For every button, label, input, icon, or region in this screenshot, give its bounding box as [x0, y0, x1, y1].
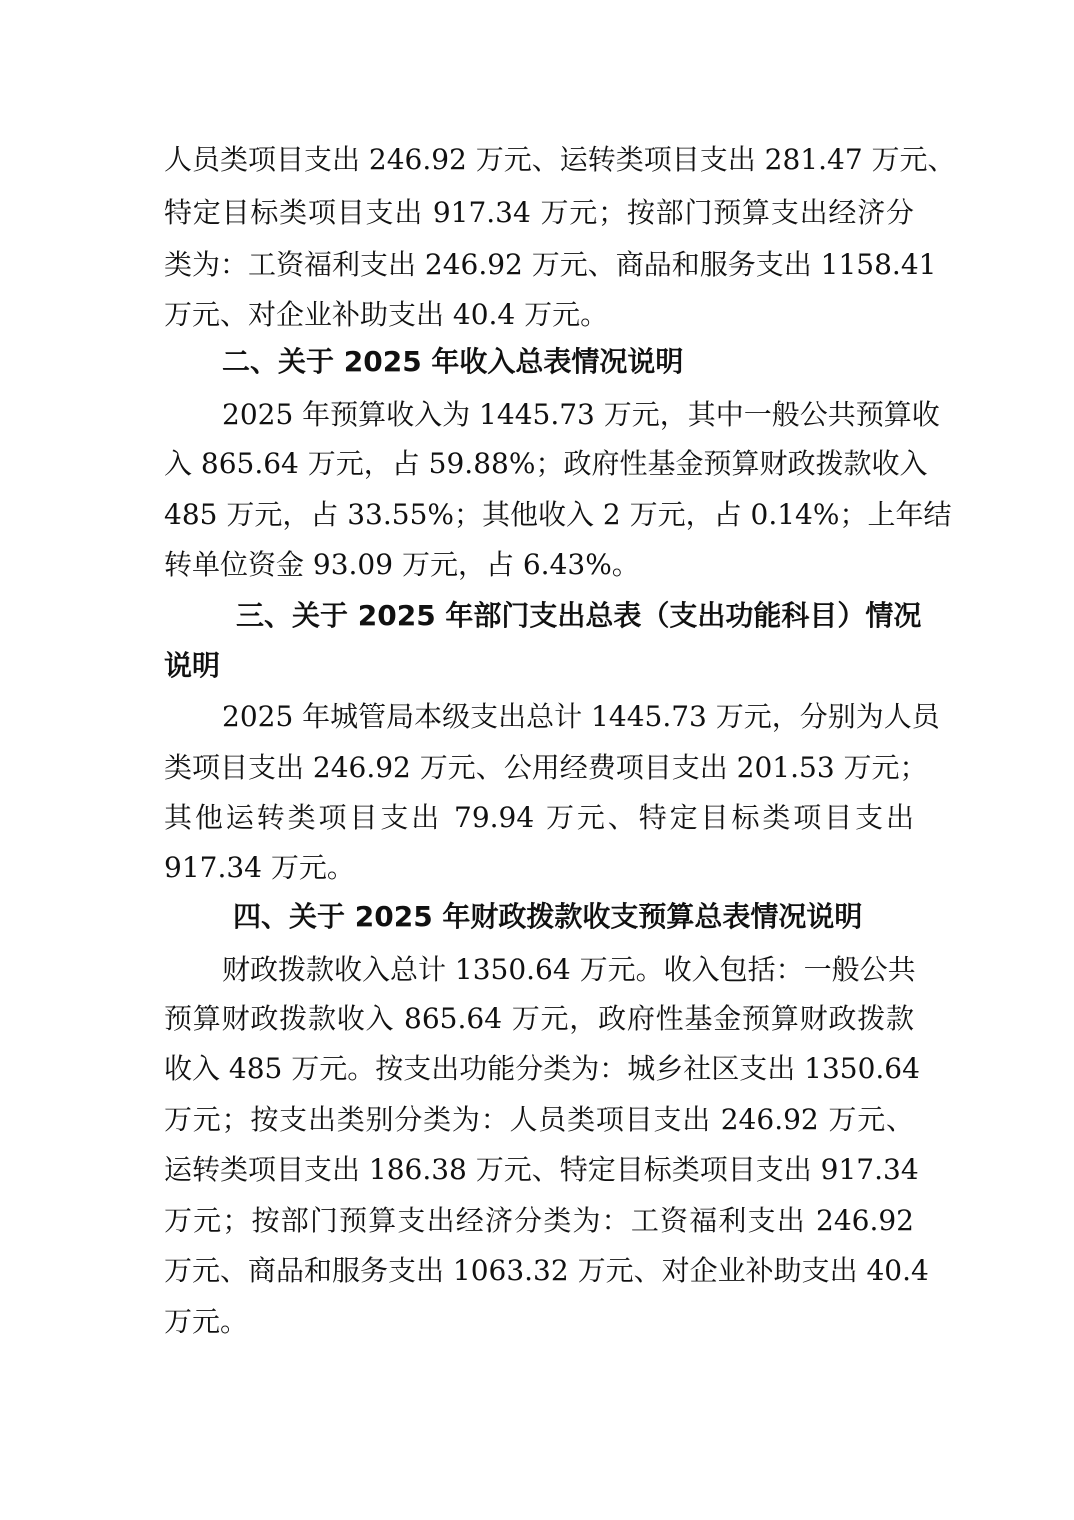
paragraph-line: 人员类项目支出 246.92 万元、运转类项目支出 281.47 万元、 — [164, 143, 956, 176]
paragraph-line: 917.34 万元。 — [164, 851, 355, 884]
section-heading-3: 三、关于 2025 年部门支出总表（支出功能科目）情况 — [236, 599, 922, 632]
paragraph-line: 收入 485 万元。按支出功能分类为：城乡社区支出 1350.64 — [164, 1052, 920, 1085]
paragraph-line: 转单位资金 93.09 万元，占 6.43%。 — [164, 548, 640, 581]
paragraph-line: 其他运转类项目支出 79.94 万元、特定目标类项目支出 — [164, 801, 914, 834]
paragraph-line: 预算财政拨款收入 865.64 万元，政府性基金预算财政拨款 — [164, 1002, 914, 1035]
paragraph-line: 2025 年预算收入为 1445.73 万元，其中一般公共预算收 — [222, 398, 940, 431]
paragraph-line: 2025 年城管局本级支出总计 1445.73 万元，分别为人员 — [222, 700, 940, 733]
paragraph-line: 万元；按部门预算支出经济分类为：工资福利支出 246.92 — [164, 1204, 914, 1237]
paragraph-line: 财政拨款收入总计 1350.64 万元。收入包括：一般公共 — [222, 953, 916, 986]
paragraph-line: 入 865.64 万元，占 59.88%；政府性基金预算财政拨款收入 — [164, 447, 928, 480]
section-heading-2: 二、关于 2025 年收入总表情况说明 — [222, 345, 684, 378]
paragraph-line: 运转类项目支出 186.38 万元、特定目标类项目支出 917.34 — [164, 1153, 919, 1186]
paragraph-line: 万元；按支出类别分类为：人员类项目支出 246.92 万元、 — [164, 1103, 914, 1136]
paragraph-line: 万元、商品和服务支出 1063.32 万元、对企业补助支出 40.4 — [164, 1254, 929, 1287]
paragraph-line: 类为：工资福利支出 246.92 万元、商品和服务支出 1158.41 — [164, 248, 937, 281]
paragraph-line: 类项目支出 246.92 万元、公用经费项目支出 201.53 万元； — [164, 751, 928, 784]
paragraph-line: 特定目标类项目支出 917.34 万元；按部门预算支出经济分 — [164, 196, 914, 229]
paragraph-line: 万元、对企业补助支出 40.4 万元。 — [164, 298, 609, 331]
section-heading-4: 四、关于 2025 年财政拨款收支预算总表情况说明 — [233, 900, 863, 933]
paragraph-line: 万元。 — [164, 1305, 249, 1338]
section-heading-3-cont: 说明 — [164, 649, 221, 682]
paragraph-line: 485 万元，占 33.55%；其他收入 2 万元，占 0.14%；上年结 — [164, 498, 952, 531]
